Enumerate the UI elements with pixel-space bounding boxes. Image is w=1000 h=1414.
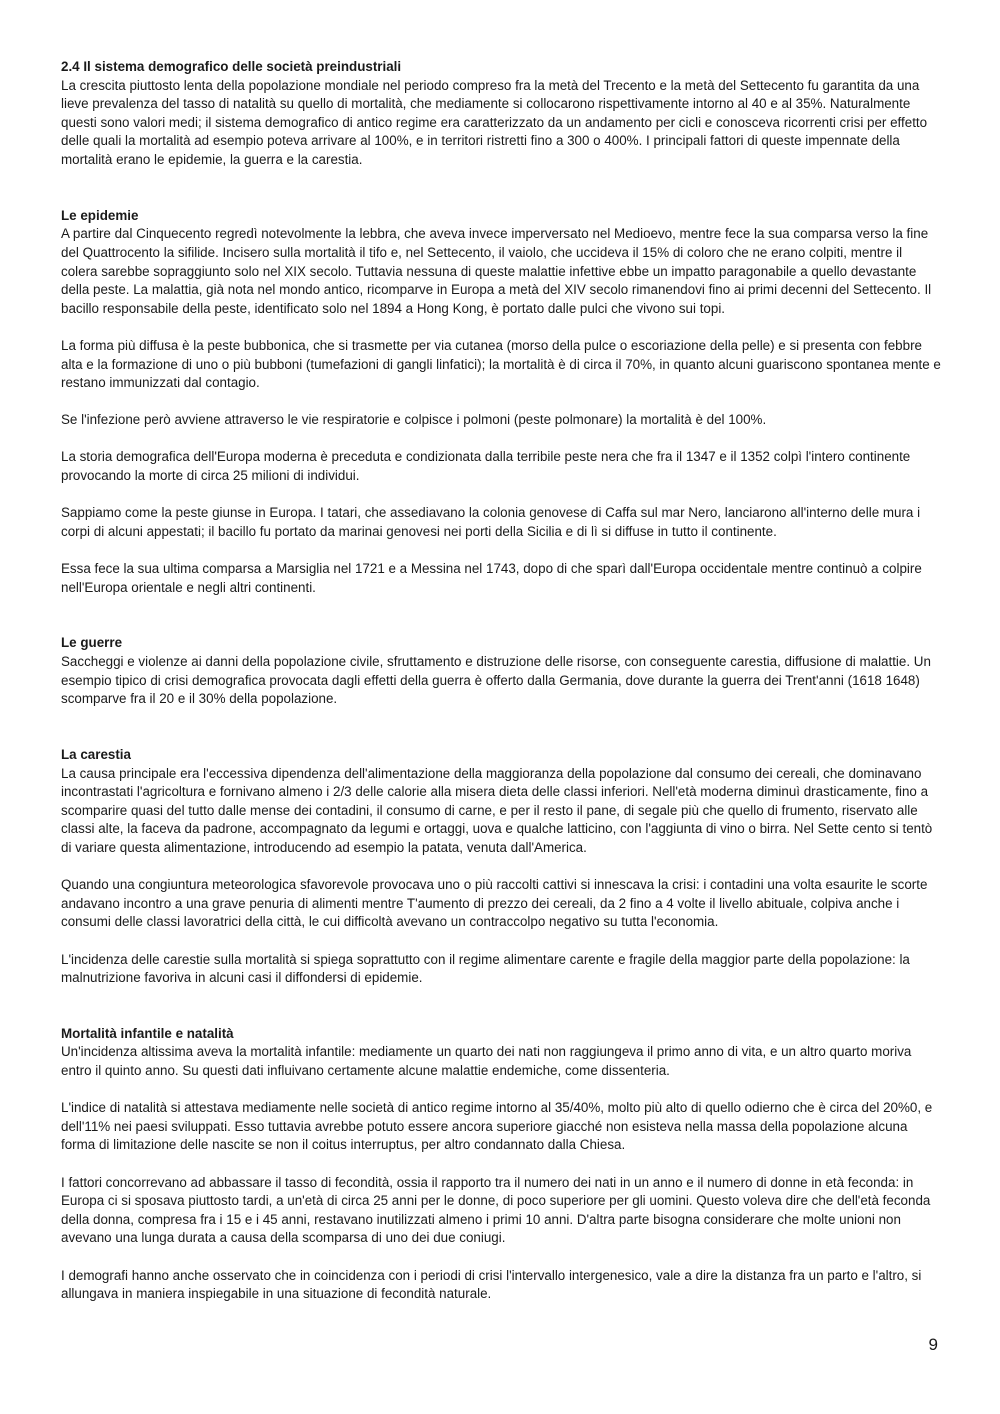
section-mortalita <box>61 1025 941 1304</box>
paragraph: Se l'infezione però avviene attraverso le vie respiratorie e colpisce i polmoni (peste polmonare) la mortalità è del 100%. <box>61 412 767 428</box>
section-heading: Mortalità infantile e natalità <box>61 1025 234 1041</box>
paragraph: L'indice di natalità si attestava mediamente nelle società di antico regime intorno al 35/40%, molto più alto di quello odierno che è circa del 20%0, e dell'11% nei paesi sviluppati. Esso tuttavia avrebbe potuto essere ancora superiore giacché non esisteva nella massa della popolazione alcuna forma di limitazione delle nascite se non il coitus interruptus, per altro condannato dalla Chiesa. <box>61 1100 933 1153</box>
paragraph: A partire dal Cinquecento regredì notevolmente la lebbra, che aveva invece imperversato nel Medioevo, mentre fece la sua comparsa verso la fine del Quattrocento la sifilide. Incisero sulla mortalità il tifo e, nel Settecento, il vaiolo, che uccideva il 15% di coloro che ne erano colpiti, mentre il colera sarebbe sopraggiunto solo nel XIX secolo. Tuttavia nessuna di queste malattie infettive ebbe un impatto paragonabile a quello devastante della peste. La malattia, già nota nel mondo antico, ricomparve in Europa a metà del XIV secolo rimanendovi fino ai primi decenni del Settecento. Il bacillo responsabile della peste, identificato solo nel 1894 a Hong Kong, è portato dalle pulci che vivono sui topi. <box>61 226 932 316</box>
section-carestia <box>61 746 941 988</box>
paragraph: Un'incidenza altissima aveva la mortalità infantile: mediamente un quarto dei nati non raggiungeva il primo anno di vita, e un altro quarto moriva entro il quinto anno. Su questi dati influivano certamente alcune malattie endemiche, come dissenteria. <box>61 1044 912 1079</box>
paragraph: La forma più diffusa è la peste bubbonica, che si trasmette per via cutanea (morso della pulce o escoriazione della pelle) e si presenta con febbre alta e la formazione di uno o più bubboni (tumefazioni di gangli linfatici); la mortalità è di circa il 70%, in quanto alcuni guariscono spontanea mente e restano immunizzati dal contagio. <box>61 337 941 391</box>
paragraph: L'incidenza delle carestie sulla mortalità si spiega soprattutto con il regime alimentare carente e fragile della maggior parte della popolazione: la malnutrizione favoriva in alcuni casi il diffondersi di epidemie. <box>61 951 910 986</box>
page-number: 9 <box>928 1335 938 1354</box>
section-heading: La carestia <box>61 746 131 762</box>
paragraph: I demografi hanno anche osservato che in coincidenza con i periodi di crisi l'intervallo intergenesico, vale a dire la distanza fra un parto e l'altro, si allungava in maniera inspiegabile in una situazione di fecondità naturale. <box>61 1267 922 1302</box>
section-heading: Le epidemie <box>61 207 139 223</box>
document-page <box>61 58 941 1304</box>
paragraph: I fattori concorrevano ad abbassare il tasso di fecondità, ossia il rapporto tra il numero dei nati in un anno e il numero di donne in età feconda: in Europa ci si sposava piuttosto tardi, a un'età di circa 25 anni per le donne, di poco superiore per gli uomini. Questo voleva dire che dell'età feconda della donna, compresa fra i 15 e i 45 anni, restavano inutilizzati almeno i primi 10 anni. D'altra parte bisogna considerare che molte unioni non avevano una lunga durata a causa della scomparsa di uno dei due coniugi. <box>61 1174 931 1246</box>
section-heading: 2.4 Il sistema demografico delle società preindustriali <box>61 59 402 74</box>
paragraph: Sappiamo come la peste giunse in Europa. I tatari, che assediavano la colonia genovese di Caffa sul mar Nero, lanciarono all'interno delle mura i corpi di alcuni appestati; il bacillo fu portato da marinai genovesi nei porti della Sicilia e di lì si diffuse in tutto il continente. <box>61 505 921 539</box>
section-heading: Le guerre <box>61 635 123 651</box>
paragraph: La storia demografica dell'Europa moderna è preceduta e condizionata dalla terribile peste nera che fra il 1347 e il 1352 colpì l'intero continente provocando la morte di circa 25 milioni di individui. <box>61 449 911 484</box>
paragraph: Essa fece la sua ultima comparsa a Marsiglia nel 1721 e a Messina nel 1743, dopo di che sparì dall'Europa occidentale mentre continuò a colpire nell'Europa orientale e negli altri continenti. <box>61 561 922 595</box>
section-guerre <box>61 634 941 708</box>
section-epidemie <box>61 207 941 597</box>
paragraph: La crescita piuttosto lenta della popolazione mondiale nel periodo compreso fra la metà del Trecento e la metà del Settecento fu garantita da una lieve prevalenza del tasso di natalità su quello di mortalità, che mediamente si collocarono rispettivamente intorno al 40 e al 35%. Naturalmente questi sono valori medi; il sistema demografico di antico regime era caratterizzato da un andamento per cicli e conosceva ricorrenti crisi per effetto delle quali la mortalità ad esempio poteva arrivare al 100%, e in territori ristretti fino a 300 o 400%. I principali fattori di queste impennate della mortalità erano le epidemie, la guerra e la carestia. <box>61 77 928 167</box>
paragraph: La causa principale era l'eccessiva dipendenza dell'alimentazione della maggioranza della popolazione dal consumo dei cereali, che dominavano incontrastati l'agricoltura e fornivano almeno i 2/3 delle calorie alla misera dieta delle classi inferiori. Nell'età moderna diminuì drasticamente, fino a scomparire quasi del tutto dalle mense dei contadini, il consumo di carne, e per il resto il pane, di segale più che quello di frumento, riservato alle classi alte, la faceva da padrone, accompagnato da legumi e ortaggi, uova e qualche latticino, con l'aggiunta di vino o birra. Nel Sette cento si tentò di variare questa alimentazione, introducendo ad esempio la patata, venuta dall'America. <box>61 765 933 855</box>
paragraph: Quando una congiuntura meteorologica sfavorevole provocava uno o più raccolti cattivi si innescava la crisi: i contadini una volta esaurite le scorte andavano incontro a una grave penuria di alimenti mentre T'aumento di prezzo dei cereali, da 2 fino a 4 volte il livello abituale, colpiva anche i consumi delle classi lavoratrici della città, le cui difficoltà avevano un contraccolpo negativo su tutta l'economia. <box>61 877 928 930</box>
paragraph: Saccheggi e violenze ai danni della popolazione civile, sfruttamento e distruzione delle risorse, con conseguente carestia, diffusione di malattie. Un esempio tipico di crisi demografica provocata dagli effetti della guerra è offerto dalla Germania, dove durante la guerra dei Trent'anni (1618 1648) scomparve fra il 20 e il 30% della popolazione. <box>61 654 931 707</box>
section-intro <box>61 58 941 170</box>
